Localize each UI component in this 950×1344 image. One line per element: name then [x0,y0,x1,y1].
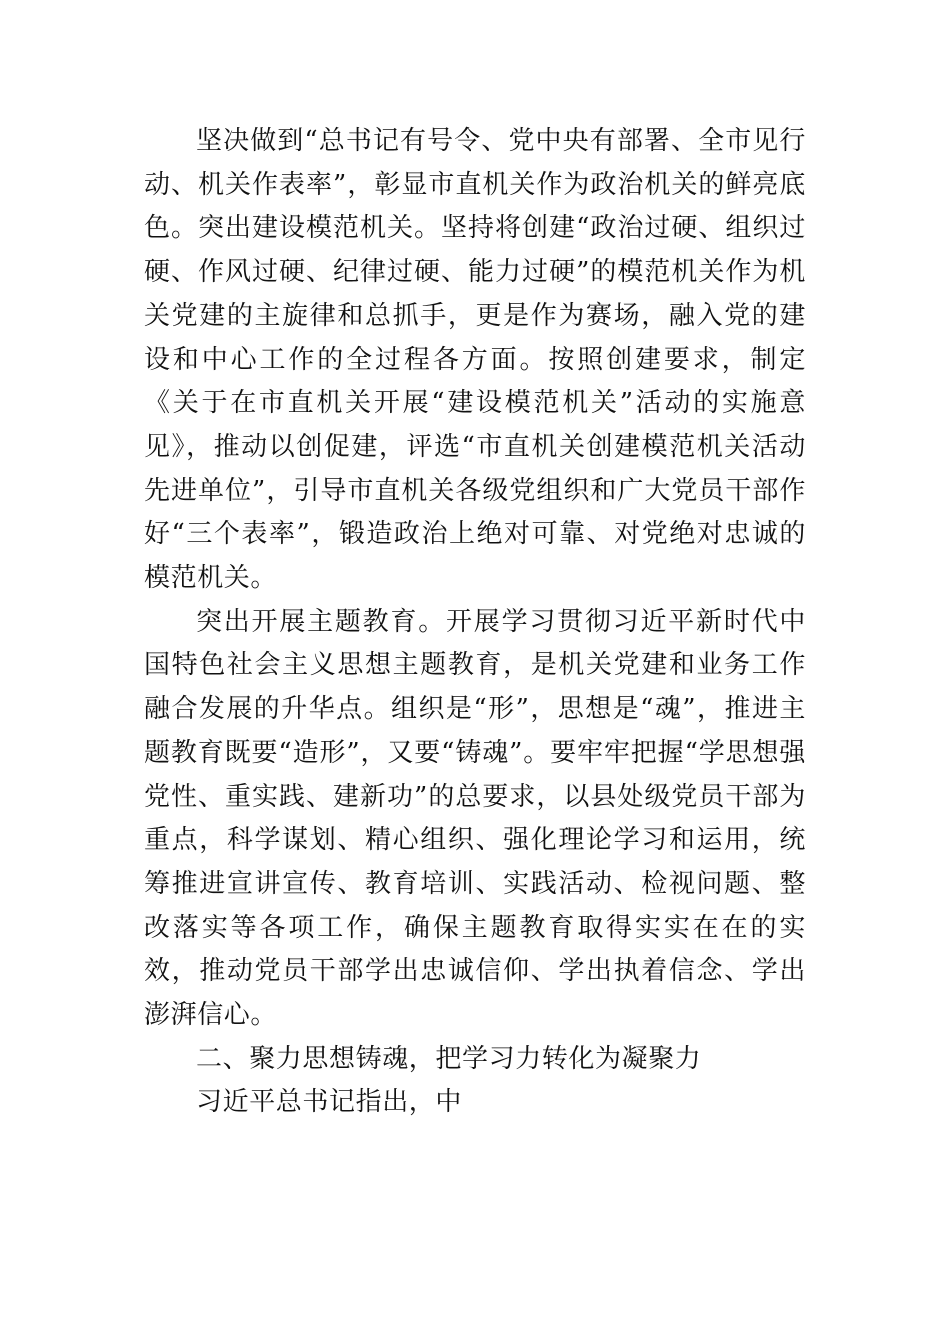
closing-line: 习近平总书记指出，中 [196,1087,463,1118]
section-heading: 二、聚力思想铸魂，把学习力转化为凝聚力 [196,1043,702,1074]
document-body [144,120,806,1125]
paragraph-model-agency: 坚决做到“总书记有号令、党中央有部署、全市见行动、机关作表率”，彰显市直机关作为政治机关的鲜亮底色。突出建设模范机关。坚持将创建“政治过硬、组织过硬、作风过硬、纪律过硬、能力过硬”的模范机关作为机关党建的主旋律和总抓手，更是作为赛场，融入党的建设和中心工作的全过程各方面。按照创建要求，制定《关于在市直机关开展“建设模范机关”活动的实施意见》，推动以创促建，评选“市直机关创建模范机关活动先进单位”，引导市直机关各级党组织和广大党员干部作好“三个表率”，锻造政治上绝对可靠、对党绝对忠诚的模范机关。 [144,126,806,594]
paragraph-theme-education: 突出开展主题教育。开展学习贯彻习近平新时代中国特色社会主义思想主题教育，是机关党建和业务工作融合发展的升华点。组织是“形”，思想是“魂”，推进主题教育既要“造形”，又要“铸魂”。要牢牢把握“学思想强党性、重实践、建新功”的总要求，以县处级党员干部为重点，科学谋划、精心组织、强化理论学习和运用，统筹推进宣讲宣传、教育培训、实践活动、检视问题、整改落实等各项工作，确保主题教育取得实实在在的实效，推动党员干部学出忠诚信仰、学出执着信念、学出澎湃信心。 [144,606,806,1031]
